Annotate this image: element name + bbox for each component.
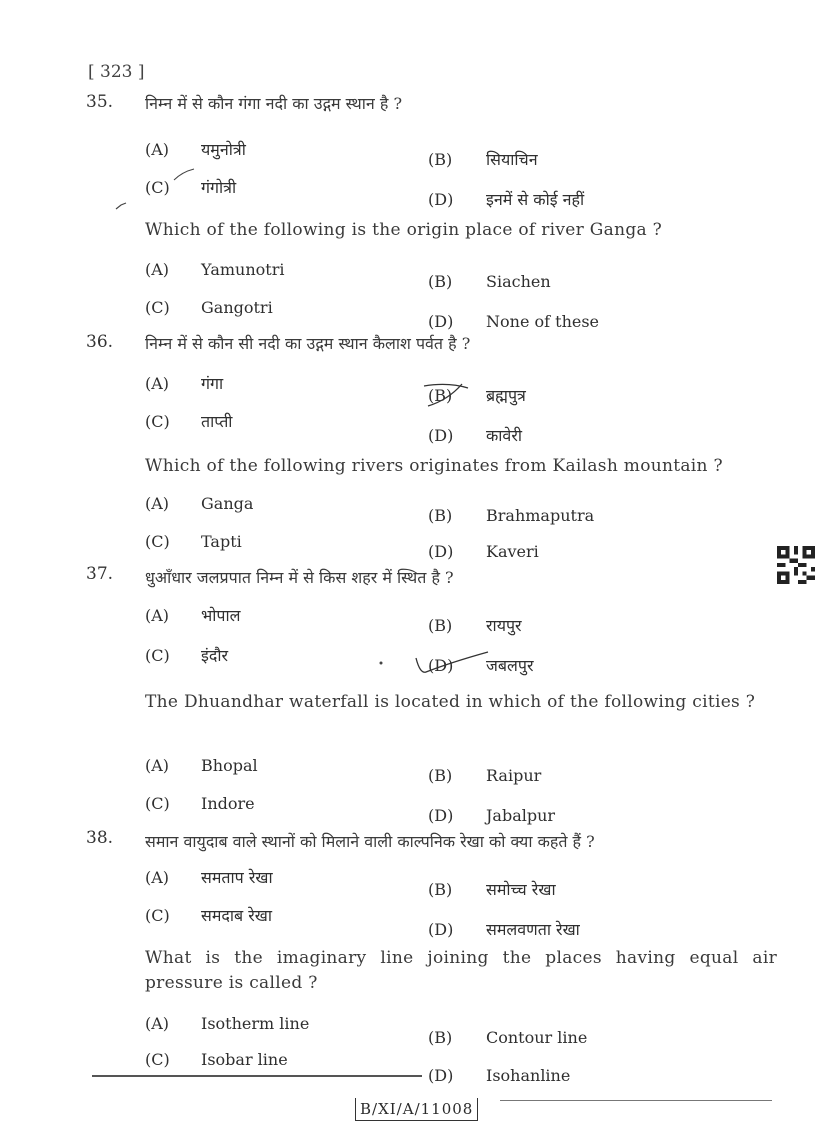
question-36-hindi: निम्न में से कौन सी नदी का उद्गम स्थान कैलाश पर्वत है ? [145, 334, 471, 353]
pen-tick-mark [172, 168, 196, 182]
footer-code: B/XI/A/11008 [355, 1098, 478, 1121]
q37-hindi-option-d: (D) जबलपुर [428, 656, 534, 675]
footer-rule-left [92, 1075, 422, 1077]
q38-english-option-a: (A) Isotherm line [145, 1014, 310, 1033]
answer-tick-mark [412, 648, 492, 678]
q37-hindi-option-b: (B) रायपुर [428, 616, 522, 635]
q38-hindi-option-c: (C) समदाब रेखा [145, 906, 273, 925]
footer-rule-right [500, 1100, 772, 1101]
q38-english-option-b: (B) Contour line [428, 1028, 588, 1047]
page-number: [ 323 ] [88, 62, 145, 82]
q37-english-option-b: (B) Raipur [428, 766, 542, 785]
q35-hindi-option-c: (C) गंगोत्री [145, 178, 237, 197]
q35-english-option-b: (B) Siachen [428, 272, 551, 291]
question-38-hindi: समान वायुदाब वाले स्थानों को मिलाने वाली काल्पनिक रेखा को क्या कहते हैं ? [145, 832, 595, 851]
answer-circle-mark [418, 380, 474, 410]
q35-english-option-d: (D) None of these [428, 312, 600, 331]
q37-hindi-option-c: (C) इंदौर [145, 646, 229, 665]
question-36-english: Which of the following rivers originates from Kailash mountain ? [145, 456, 723, 476]
question-38-number: 38. [86, 828, 114, 848]
q36-hindi-option-a: (A) गंगा [145, 374, 224, 393]
q38-hindi-option-a: (A) समताप रेखा [145, 868, 273, 887]
q36-hindi-option-b: (B) ब्रह्मपुत्र [428, 386, 526, 405]
pen-dot [378, 660, 384, 666]
q35-hindi-option-a: (A) यमुनोत्री [145, 140, 246, 159]
q38-english-option-d: (D) Isohanline [428, 1066, 571, 1085]
q35-english-option-c: (C) Gangotri [145, 298, 273, 317]
question-37-hindi: धुआँधार जलप्रपात निम्न में से किस शहर में स्थित है ? [145, 568, 454, 587]
q35-english-option-a: (A) Yamunotri [145, 260, 285, 279]
q36-english-option-c: (C) Tapti [145, 532, 242, 551]
q35-hindi-option-b: (B) सियाचिन [428, 150, 538, 169]
q38-hindi-option-d: (D) समलवणता रेखा [428, 920, 580, 939]
q37-english-option-d: (D) Jabalpur [428, 806, 556, 825]
q38-english-option-c: (C) Isobar line [145, 1050, 288, 1069]
q36-english-option-d: (D) Kaveri [428, 542, 539, 561]
question-37-number: 37. [86, 564, 114, 584]
q37-english-option-a: (A) Bhopal [145, 756, 258, 775]
q38-hindi-option-b: (B) समोच्च रेखा [428, 880, 556, 899]
q35-hindi-option-d: (D) इनमें से कोई नहीं [428, 190, 585, 209]
question-37-english: The Dhuandhar waterfall is located in which of the following cities ? [145, 692, 756, 712]
q36-hindi-option-d: (D) कावेरी [428, 426, 523, 445]
q36-english-option-a: (A) Ganga [145, 494, 254, 513]
qr-code-icon [777, 546, 815, 584]
q36-hindi-option-c: (C) ताप्ती [145, 412, 233, 431]
q37-english-option-c: (C) Indore [145, 794, 255, 813]
q36-english-option-b: (B) Brahmaputra [428, 506, 595, 525]
question-35-english: Which of the following is the origin place of river Ganga ? [145, 220, 663, 240]
question-38-english: What is the imaginary line joining the places having equal air pressure is called ? [145, 948, 777, 993]
q37-hindi-option-a: (A) भोपाल [145, 606, 241, 625]
question-36-number: 36. [86, 332, 114, 352]
question-35-number: 35. [86, 92, 114, 112]
question-35-hindi: निम्न में से कौन गंगा नदी का उद्गम स्थान है ? [145, 94, 403, 113]
pen-dot-mark [114, 200, 128, 212]
